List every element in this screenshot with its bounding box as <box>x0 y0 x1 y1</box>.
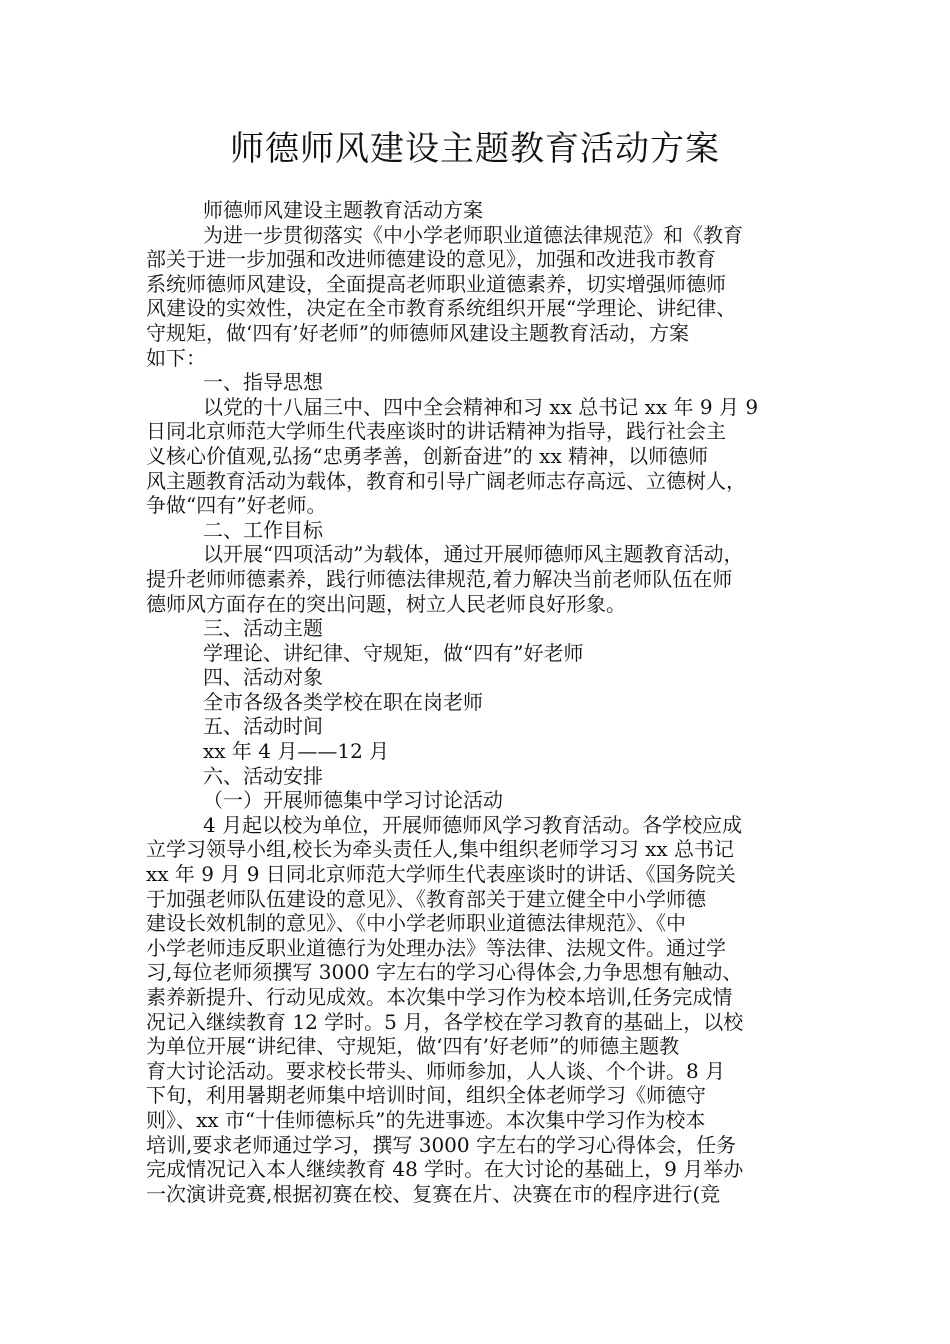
paragraph-line: 素养新提升、行动见成效。本次集中学习作为校本培训,任务完成情 <box>146 985 733 1009</box>
paragraph-line: 则》、xx 市“十佳师德标兵”的先进事迹。本次集中学习作为校本 <box>146 1107 706 1132</box>
paragraph-line: 以党的十八届三中、四中全会精神和习 xx 总书记 xx 年 9 月 9 <box>203 394 759 419</box>
paragraph-line: 为进一步贯彻落实《中小学老师职业道德法律规范》和《教育 <box>203 222 743 247</box>
paragraph-line: 风主题教育活动为载体，教育和引导广阔老师志存高远、立德树人， <box>146 468 746 493</box>
paragraph-line: 建设长效机制的意见》、《中小学老师职业道德法律规范》、《中 <box>146 911 686 936</box>
paragraph-line: 四、活动对象 <box>203 665 323 690</box>
paragraph-line: 三、活动主题 <box>203 616 323 641</box>
paragraph-line: 育大讨论活动。要求校长带头、师师参加，人人谈、个个讲。8 月 <box>146 1058 726 1083</box>
paragraph-line: 4 月起以校为单位，开展师德师风学习教育活动。各学校应成 <box>203 812 743 837</box>
paragraph-line: 培训,要求老师通过学习，撰写 3000 字左右的学习心得体会，任务 <box>146 1132 736 1157</box>
paragraph-line: xx 年 4 月——12 月 <box>203 739 390 764</box>
document-body <box>146 198 810 1206</box>
paragraph-line: 争做“四有”好老师。 <box>146 493 327 518</box>
document-title: 师德师风建设主题教育活动方案 <box>230 129 720 169</box>
paragraph-line: 日同北京师范大学师生代表座谈时的讲话精神为指导，践行社会主 <box>146 419 726 444</box>
paragraph-line: 完成情况记入本人继续教育 48 学时。在大讨论的基础上，9 月举办 <box>146 1157 744 1182</box>
paragraph-line: 况记入继续教育 12 学时。5 月，各学校在学习教育的基础上，以校 <box>146 1009 744 1034</box>
paragraph-line: 部关于进一步加强和改进师德建设的意见》，加强和改进我市教育 <box>146 247 716 272</box>
paragraph-line: 学理论、讲纪律、守规矩，做“四有”好老师 <box>203 640 584 665</box>
paragraph-line: 五、活动时间 <box>203 714 323 739</box>
paragraph-line: 系统师德师风建设，全面提高老师职业道德素养，切实增强师德师 <box>146 271 726 296</box>
paragraph-line: 一、指导思想 <box>203 370 323 395</box>
paragraph-line: 二、工作目标 <box>203 517 323 542</box>
paragraph-line: 习,每位老师须撰写 3000 字左右的学习心得体会,力争思想有触动、 <box>146 960 743 985</box>
paragraph-line: 守规矩，做‘四有’好老师”的师德师风建设主题教育活动，方案 <box>146 320 689 345</box>
paragraph-line: 提升老师师德素养，践行师德法律规范,着力解决当前老师队伍在师 <box>146 566 733 591</box>
paragraph-line: 六、活动安排 <box>203 763 323 788</box>
paragraph-line: 全市各级各类学校在职在岗老师 <box>203 689 483 714</box>
paragraph-line: （一）开展师德集中学习讨论活动 <box>203 788 503 813</box>
paragraph-line: 小学老师违反职业道德行为处理办法》等法律、法规文件。通过学 <box>146 935 726 960</box>
paragraph-line: xx 年 9 月 9 日同北京师范大学师生代表座谈时的讲话、《国务院关 <box>146 862 736 887</box>
paragraph-line: 一次演讲竞赛,根据初赛在校、复赛在片、决赛在市的程序进行(竞 <box>146 1181 721 1206</box>
paragraph-line: 下旬，利用暑期老师集中培训时间，组织全体老师学习《师德守 <box>146 1083 706 1108</box>
paragraph-line: 如下： <box>146 345 206 370</box>
paragraph-line: 于加强老师队伍建设的意见》、《教育部关于建立健全中小学师德 <box>146 886 706 911</box>
paragraph-line: 立学习领导小组,校长为牵头责任人,集中组织老师学习习 xx 总书记 <box>146 837 734 862</box>
paragraph-line: 以开展“四项活动”为载体，通过开展师德师风主题教育活动， <box>203 542 744 567</box>
paragraph-line: 义核心价值观,弘扬“忠勇孝善，创新奋进”的 xx 精神，以师德师 <box>146 443 709 468</box>
paragraph-line: 为单位开展“讲纪律、守规矩，做‘四有’好老师”的师德主题教 <box>146 1034 680 1059</box>
paragraph-line: 风建设的实效性，决定在全市教育系统组织开展“学理论、讲纪律、 <box>146 296 737 321</box>
paragraph-line: 德师风方面存在的突出问题，树立人民老师良好形象。 <box>146 591 626 616</box>
paragraph-line: 师德师风建设主题教育活动方案 <box>203 198 483 222</box>
